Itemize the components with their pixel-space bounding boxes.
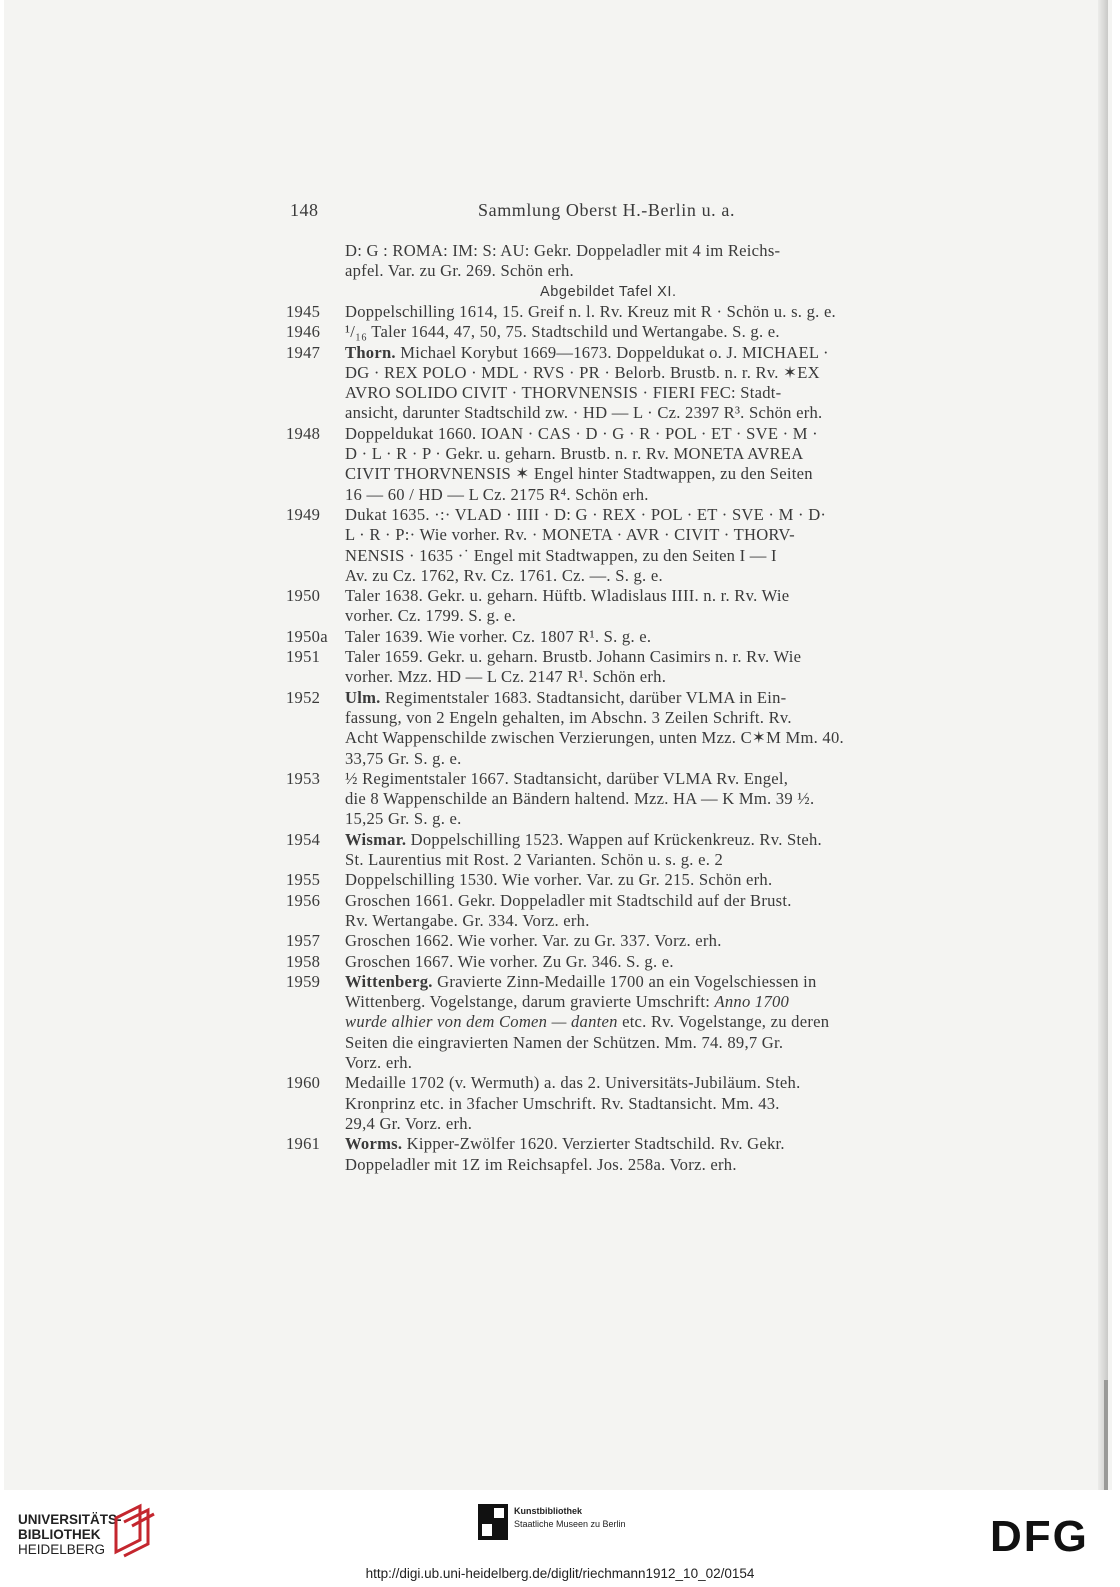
entry-text — [345, 383, 781, 403]
entry-text — [345, 505, 826, 525]
entry-body: Vorz. erh. — [345, 1053, 413, 1072]
entry-body: Taler 1639. Wie vorher. Cz. 1807 R¹. S. g. e. — [345, 626, 652, 646]
entry-body: vorher. Cz. 1799. S. g. e. — [345, 606, 517, 626]
kb-line2: Staatliche Museen zu Berlin — [514, 1519, 626, 1529]
source-url[interactable]: http://digi.ub.uni-heidelberg.de/diglit/riechmann1912_10_02/0154 — [365, 1566, 755, 1581]
place-name: Worms. — [345, 1134, 403, 1154]
entry-body: Kronprinz etc. in 3facher Umschrift. Rv. Stadtansicht. Mm. 43. — [345, 1093, 780, 1113]
continuation-line — [0, 241, 781, 261]
entry-body: 15,25 Gr. S. g. e. — [345, 809, 462, 829]
continuation-line — [0, 261, 620, 281]
lot-number: 1948 — [286, 423, 321, 443]
catalogue-entry-line — [0, 829, 822, 850]
entry-body: ansicht, darunter Stadtschild zw. · HD — L · Cz. 2397 R³. Schön erh. — [345, 403, 823, 423]
lot-number: 1959 — [286, 971, 321, 991]
entry-text — [345, 403, 822, 423]
entry-text — [345, 343, 829, 363]
entry-text — [345, 728, 844, 748]
continuation-line — [0, 809, 620, 829]
inscription-text: Anno 1700 — [714, 992, 790, 1012]
entry-body: Doppeladler mit 1Z im Reichsapfel. Jos. 258a. Vorz. erh. — [345, 1154, 737, 1174]
entry-body: fassung, von 2 Engeln gehalten, im Abschn. 3 Zeilen Schrift. Rv. — [345, 707, 792, 727]
continuation-line — [0, 525, 795, 545]
catalogue-entry-line — [0, 951, 674, 972]
lot-number: 1956 — [286, 890, 321, 910]
plate-reference: Abgebildet Tafel XI. — [540, 283, 677, 300]
entry-body: L · R · P:· Wie vorher. Rv. · MONETA · AVR · CIVIT · THORV- — [345, 525, 795, 545]
page-spine-shadow — [1098, 0, 1108, 1505]
entry-text — [345, 1033, 783, 1053]
entry-text — [345, 444, 803, 464]
entry-text — [345, 992, 789, 1012]
kunstbibliothek-label[interactable] — [514, 1505, 626, 1531]
entry-text — [345, 972, 817, 992]
entry-text — [345, 586, 789, 606]
lot-number: 1951 — [286, 647, 321, 666]
lot-number: 1960 — [286, 1073, 321, 1093]
catalogue-entry-line — [0, 423, 818, 444]
entry-text — [345, 789, 814, 809]
entry-text — [345, 1012, 829, 1032]
continuation-line — [0, 667, 667, 687]
inscription-text: wurde alhier von dem Comen — danten — [345, 1012, 618, 1032]
entry-body: St. Laurentius mit Rost. 2 Varianten. Schön u. s. g. e. 2 — [345, 850, 724, 869]
continuation-line — [0, 444, 804, 464]
entry-text — [345, 525, 795, 545]
entry-text — [345, 424, 818, 444]
entry-body: Michael Korybut 1669—1673. Doppeldukat o. J. MICHAEL · — [395, 342, 829, 362]
continuation-line — [0, 464, 813, 484]
entry-text — [345, 1114, 472, 1134]
entry-body: Wittenberg. Vogelstange, darum gravierte Umschrift: — [345, 992, 715, 1012]
continuation-line — [0, 1012, 830, 1032]
entry-body: Taler 1659. Gekr. u. geharn. Brustb. Johann Casimirs n. r. Rv. Wie — [345, 647, 802, 666]
continuation-line — [0, 1032, 784, 1053]
footer-bar — [0, 1490, 1120, 1587]
catalogue-entry-line — [0, 342, 829, 363]
entry-text — [345, 1053, 412, 1073]
lot-number: 1945 — [286, 301, 321, 321]
entry-body: Av. zu Cz. 1762, Rv. Cz. 1761. Cz. —. S. g. e. — [345, 565, 663, 585]
catalogue-entry-line — [0, 586, 790, 606]
entry-body: 29,4 Gr. Vorz. erh. — [345, 1113, 473, 1133]
continuation-line — [0, 749, 620, 769]
lot-number: 1952 — [286, 687, 321, 707]
entry-text — [345, 302, 836, 322]
place-name: Wittenberg. — [345, 971, 433, 991]
lot-number: 1958 — [286, 951, 321, 971]
running-title: Sammlung Oberst H.-Berlin u. a. — [478, 200, 736, 220]
continuation-line — [0, 992, 790, 1012]
lot-number: 1953 — [286, 768, 321, 788]
catalogue-entry-line — [0, 1134, 785, 1154]
entry-text — [345, 1073, 801, 1093]
entry-body: Medaille 1702 (v. Wermuth) a. das 2. Universitäts-Jubiläum. Steh. — [345, 1073, 801, 1093]
entry-text — [345, 546, 777, 566]
entry-body: Groschen 1662. Wie vorher. Var. zu Gr. 337. Vorz. erh. — [345, 931, 722, 951]
lot-number: 1961 — [286, 1134, 321, 1154]
entry-body: Doppelschilling 1530. Wie vorher. Var. zu Gr. 215. Schön erh. — [345, 870, 773, 890]
entry-text — [345, 464, 813, 484]
kunstbibliothek-logo-icon — [478, 1504, 508, 1540]
entry-text — [345, 322, 780, 342]
entry-text — [345, 241, 780, 261]
continuation-line — [0, 362, 820, 383]
entry-text — [345, 870, 772, 890]
entry-text — [345, 606, 516, 626]
entry-text — [345, 627, 651, 647]
page-number: 148 — [290, 200, 319, 220]
entry-text — [345, 647, 801, 667]
lot-number: 1946 — [286, 322, 321, 342]
place-name: Wismar. — [345, 829, 407, 849]
entry-body: 33,75 Gr. S. g. e. — [345, 748, 462, 768]
entry-body: ¹/₁₆ Taler 1644, 47, 50, 75. Stadtschild und Wertangabe. S. g. e. — [345, 322, 780, 342]
page-spine-mark — [1104, 1380, 1108, 1490]
continuation-line — [0, 728, 844, 748]
entry-text — [345, 809, 462, 829]
continuation-line — [0, 403, 823, 423]
entry-body: Seiten die eingravierten Namen der Schützen. Mm. 74. 89,7 Gr. — [345, 1032, 784, 1052]
lot-number: 1950a — [286, 626, 328, 646]
place-name: Ulm. — [345, 687, 381, 707]
entry-text — [345, 830, 822, 850]
continuation-line — [0, 1093, 780, 1114]
entry-text — [345, 931, 722, 951]
continuation-line — [0, 1114, 620, 1134]
entry-body: ½ Regimentstaler 1667. Stadtansicht, darüber VLMA Rv. Engel, — [345, 768, 789, 788]
lot-number: 1954 — [286, 829, 321, 849]
catalogue-entry-line — [0, 971, 817, 992]
continuation-line — [0, 545, 777, 566]
page-header — [0, 200, 1120, 224]
entry-body: Gravierte Zinn-Medaille 1700 an ein Vogelschiessen in — [432, 971, 817, 991]
catalogue-entry-line — [0, 1073, 801, 1093]
entry-text — [345, 1134, 785, 1154]
uni-logo-line3: HEIDELBERG — [18, 1542, 106, 1557]
entry-text — [345, 850, 723, 870]
entry-body: Doppelschilling 1523. Wappen auf Krückenkreuz. Rv. Steh. — [406, 829, 822, 849]
entry-text — [345, 667, 666, 687]
entry-body: NENSIS · 1635 ·˙ Engel mit Stadtwappen, zu den Seiten I — I — [345, 545, 777, 565]
lot-number: 1949 — [286, 504, 321, 524]
catalogue-entry-line — [0, 687, 787, 708]
entry-body: etc. Rv. Vogelstange, zu deren — [617, 1012, 830, 1032]
entry-text — [345, 566, 663, 586]
entry-body: Kipper-Zwölfer 1620. Verzierter Stadtschild. Rv. Gekr. — [402, 1134, 785, 1154]
entry-body: Dukat 1635. ·:· VLAD · IIII · D: G · REX · POL · ET · SVE · M · D· — [345, 504, 827, 524]
catalogue-entry-line — [0, 322, 780, 342]
catalogue-entry-line — [0, 931, 722, 951]
university-emblem-icon — [110, 1500, 158, 1562]
uni-logo-line2: BIBLIOTHEK — [18, 1527, 101, 1542]
catalogue-entry-line — [0, 626, 652, 647]
entry-body: DG · REX POLO · MDL · RVS · PR · Belorb. Brustb. n. r. Rv. ✶EX — [345, 362, 820, 382]
entry-text — [345, 485, 649, 505]
kb-line1: Kunstbibliothek — [514, 1506, 582, 1516]
place-name: Thorn. — [345, 342, 396, 362]
entry-body: die 8 Wappenschilde an Bändern haltend. Mzz. HA — K Mm. 39 ½. — [345, 789, 815, 809]
lot-number: 1957 — [286, 931, 321, 951]
continuation-line — [0, 1053, 620, 1073]
continuation-line — [0, 565, 663, 586]
entry-text — [345, 1094, 780, 1114]
entry-body: AVRO SOLIDO CIVIT · THORVNENSIS · FIERI FEC: Stadt- — [345, 383, 782, 403]
continuation-line — [0, 606, 620, 626]
university-library-logo[interactable] — [18, 1512, 122, 1557]
entry-body: Taler 1638. Gekr. u. geharn. Hüftb. Wladislaus IIII. n. r. Rv. Wie — [345, 586, 790, 606]
uni-logo-line1: UNIVERSITÄTS- — [18, 1512, 122, 1527]
entry-body: Groschen 1661. Gekr. Doppeladler mit Stadtschild auf der Brust. — [345, 890, 792, 910]
catalogue-entry-line — [0, 768, 789, 789]
entry-text — [345, 769, 788, 789]
continuation-line — [0, 911, 620, 931]
catalogue-entry-line — [0, 647, 802, 667]
catalogue-entry-line — [0, 301, 836, 322]
entry-text — [345, 911, 590, 931]
entry-body: apfel. Var. zu Gr. 269. Schön erh. — [345, 261, 574, 281]
catalogue-entry-line — [0, 870, 773, 890]
dfg-logo[interactable]: DFG — [990, 1512, 1089, 1561]
entry-text — [345, 749, 462, 769]
entry-body: Regimentstaler 1683. Stadtansicht, darüber VLMA in Ein- — [380, 687, 787, 707]
entry-body: CIVIT THORVNENSIS ✶ Engel hinter Stadtwappen, zu den Seiten — [345, 464, 813, 484]
entry-body: vorher. Mzz. HD — L Cz. 2147 R¹. Schön erh. — [345, 667, 667, 687]
entry-text — [345, 261, 574, 281]
entry-text — [345, 952, 674, 972]
entry-text — [345, 891, 792, 911]
entry-body: Rv. Wertangabe. Gr. 334. Vorz. erh. — [345, 910, 590, 930]
entry-body: Acht Wappenschilde zwischen Verzierungen, unten Mzz. C✶M Mm. 40. — [345, 728, 844, 748]
catalogue-entry-line — [0, 890, 792, 911]
lot-number: 1947 — [286, 342, 321, 362]
entry-text — [345, 688, 786, 708]
entry-body: Doppelschilling 1614, 15. Greif n. l. Rv. Kreuz mit R · Schön u. s. g. e. — [345, 301, 836, 321]
continuation-line — [0, 707, 792, 728]
entry-text — [345, 708, 792, 728]
lot-number: 1955 — [286, 870, 321, 890]
entry-text — [345, 1155, 737, 1175]
entry-body: Doppeldukat 1660. IOAN · CAS · D · G · R · POL · ET · SVE · M · — [345, 423, 818, 443]
entry-body: D: G : ROMA: IM: S: AU: Gekr. Doppeladler mit 4 im Reichs- — [345, 241, 781, 260]
lot-number: 1950 — [286, 586, 321, 606]
continuation-line — [0, 850, 724, 870]
entry-text — [345, 363, 820, 383]
entry-body: Groschen 1667. Wie vorher. Zu Gr. 346. S. g. e. — [345, 951, 674, 971]
continuation-line — [0, 1154, 737, 1175]
continuation-line — [0, 789, 815, 809]
entry-body: D · L · R · P · Gekr. u. geharn. Brustb. n. r. Rv. MONETA AVREA — [345, 444, 804, 463]
catalogue-entry-line — [0, 504, 827, 525]
entry-body: 16 — 60 / HD — L Cz. 2175 R⁴. Schön erh. — [345, 484, 649, 504]
continuation-line — [0, 484, 649, 505]
continuation-line — [0, 383, 782, 403]
